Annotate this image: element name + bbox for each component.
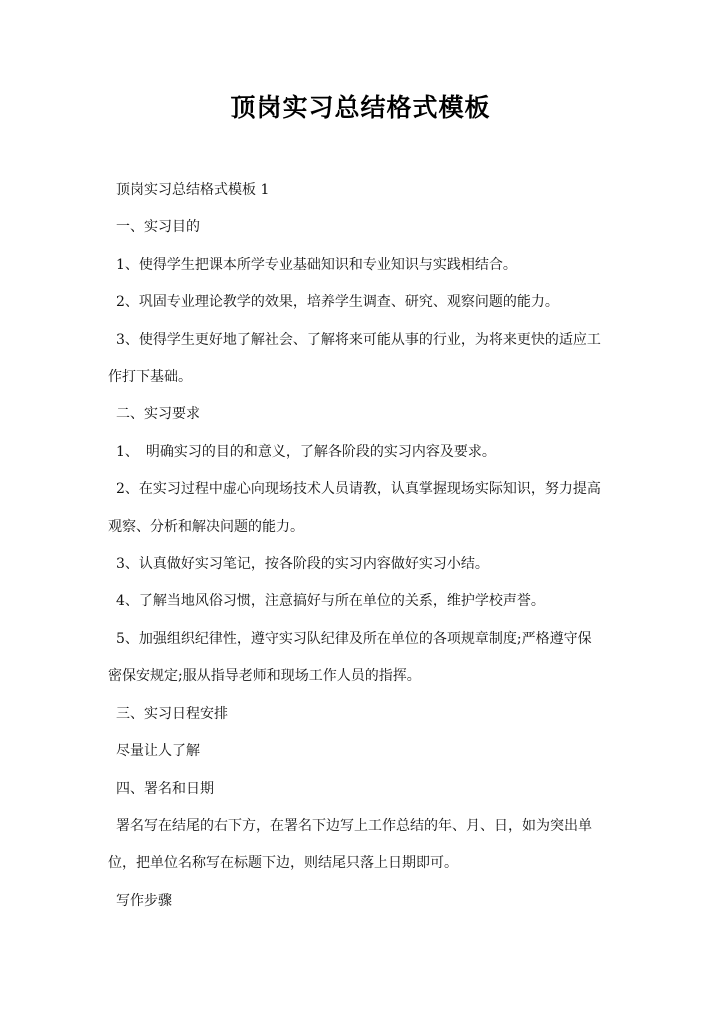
signature-text bbox=[108, 808, 616, 883]
subtitle: 顶岗实习总结格式模板 1 bbox=[116, 182, 270, 198]
section-heading-purpose: 一、实习目的 bbox=[116, 219, 200, 236]
signature-text-line-1: 署名写在结尾的右下方，在署名下边写上工作总结的年、月、日，如为突出单 bbox=[116, 817, 592, 834]
requirement-item-2-line-2: 观察、分析和解决问题的能力。 bbox=[108, 518, 304, 535]
section-heading-requirements: 二、实习要求 bbox=[116, 406, 200, 423]
purpose-item-3 bbox=[108, 322, 616, 397]
document-title: 顶岗实习总结格式模板 bbox=[230, 93, 491, 122]
requirement-item-2-line-1: 2、在实习过程中虚心向现场技术人员请教，认真掌握现场实际知识，努力提高 bbox=[116, 481, 601, 498]
purpose-item-1: 1、使得学生把课本所学专业基础知识和专业知识与实践相结合。 bbox=[116, 256, 517, 273]
requirement-item-5-line-1: 5、加强组织纪律性，遵守实习队纪律及所在单位的各项规章制度;严格遵守保 bbox=[116, 630, 592, 647]
writing-steps-heading: 写作步骤 bbox=[116, 892, 172, 909]
schedule-text: 尽量让人了解 bbox=[116, 743, 200, 760]
requirement-item-4: 4、了解当地风俗习惯，注意搞好与所在单位的关系，维护学校声誉。 bbox=[116, 593, 545, 610]
requirement-item-1: 1、 明确实习的目的和意义，了解各阶段的实习内容及要求。 bbox=[116, 443, 496, 460]
requirement-item-2 bbox=[108, 471, 616, 546]
requirement-item-5-line-2: 密保安规定;服从指导老师和现场工作人员的指挥。 bbox=[108, 668, 421, 685]
document-body bbox=[108, 172, 616, 920]
signature-text-line-2: 位，把单位名称写在标题下边，则结尾只落上日期即可。 bbox=[108, 855, 458, 872]
section-heading-signature: 四、署名和日期 bbox=[116, 780, 214, 797]
section-heading-schedule: 三、实习日程安排 bbox=[116, 705, 228, 722]
requirement-item-5 bbox=[108, 621, 616, 696]
purpose-item-3-line-2: 作打下基础。 bbox=[108, 369, 192, 386]
purpose-item-3-line-1: 3、使得学生更好地了解社会、了解将来可能从事的行业，为将来更快的适应工 bbox=[116, 331, 601, 348]
requirement-item-3: 3、认真做好实习笔记，按各阶段的实习内容做好实习小结。 bbox=[116, 556, 489, 573]
purpose-item-2: 2、巩固专业理论教学的效果，培养学生调查、研究、观察问题的能力。 bbox=[116, 294, 559, 311]
